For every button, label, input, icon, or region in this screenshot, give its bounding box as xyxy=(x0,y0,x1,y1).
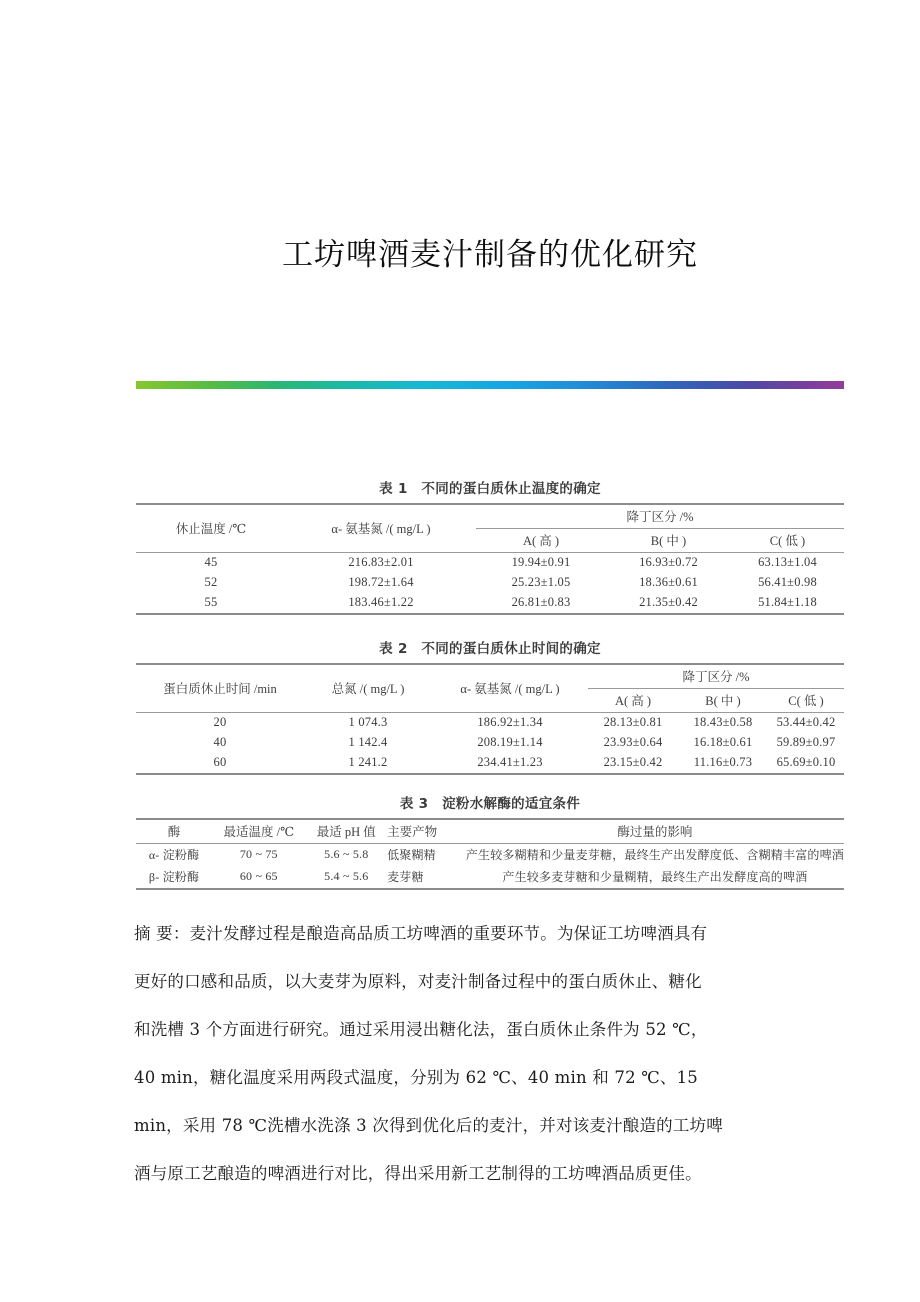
table-1-body xyxy=(136,553,844,615)
cell: 16.93±0.72 xyxy=(639,555,698,569)
table-row xyxy=(136,866,844,889)
table-2-group-header: 降丁区分 /% xyxy=(588,664,844,689)
cell: 70 ~ 75 xyxy=(239,847,278,861)
cell: 1 074.3 xyxy=(348,715,388,729)
cell: 60 xyxy=(213,755,227,769)
table-2-col-total-nitrogen: 总氮 /( mg/L ) xyxy=(304,664,432,713)
table-3-head-row xyxy=(136,819,844,844)
cell: 低聚糊精 xyxy=(387,848,436,862)
table-2-col-amino-nitrogen: α- 氨基氮 /( mg/L ) xyxy=(432,664,588,713)
table-1-subcol-b: B( 中 ) xyxy=(650,534,687,548)
table-2-subcol-b: B( 中 ) xyxy=(705,694,741,708)
table-row xyxy=(136,844,844,867)
abstract-line: min，采用 78 ℃洗槽水洗涤 3 次得到优化后的麦汁，并对该麦汁酿造的工坊啤 xyxy=(134,1116,723,1135)
table-1 xyxy=(136,503,844,615)
cell: 18.43±0.58 xyxy=(693,715,753,729)
abstract-paragraph xyxy=(134,910,850,1198)
abstract-line: 和洗槽 3 个方面进行研究。通过采用浸出糖化法，蛋白质休止条件为 52 ℃， xyxy=(134,1020,708,1039)
abstract-line: 酒与原工艺酿造的啤酒进行对比，得出采用新工艺制得的工坊啤酒品质更佳。 xyxy=(134,1164,702,1183)
cell: 60 ~ 65 xyxy=(239,869,278,883)
table-row xyxy=(136,733,844,753)
cell: 18.36±0.61 xyxy=(639,575,698,589)
table-1-block xyxy=(136,480,844,615)
cell: 23.93±0.64 xyxy=(603,735,663,749)
cell: 208.19±1.14 xyxy=(477,735,543,749)
abstract-line: 40 min，糖化温度采用两段式温度，分别为 62 ℃、40 min 和 72 ℃、15 xyxy=(134,1068,699,1087)
table-1-group-row xyxy=(136,504,844,529)
cell: 186.92±1.34 xyxy=(477,715,543,729)
table-2-head xyxy=(136,664,844,713)
cell: 5.4 ~ 5.6 xyxy=(324,869,369,883)
cell: α- 淀粉酶 xyxy=(148,848,200,862)
table-1-col-amino-nitrogen: α- 氨基氮 /( mg/L ) xyxy=(286,504,476,553)
cell: 19.94±0.91 xyxy=(511,555,571,569)
table-1-head xyxy=(136,504,844,553)
cell: 11.16±0.73 xyxy=(693,755,753,769)
cell: 产生较多麦芽糖和少量糊精，最终生产出发酵度高的啤酒 xyxy=(502,870,808,884)
table-2-subcol-a: A( 高 ) xyxy=(614,694,652,708)
table-3-col-optimal-ph: 最适 pH 值 xyxy=(306,819,388,844)
table-3-head xyxy=(136,819,844,844)
abstract-line: 摘 要：麦汁发酵过程是酿造高品质工坊啤酒的重要环节。为保证工坊啤酒具有 xyxy=(134,924,708,943)
table-2 xyxy=(136,663,844,775)
cell: 26.81±0.83 xyxy=(511,595,571,609)
cell: 198.72±1.64 xyxy=(348,575,414,589)
gradient-divider xyxy=(136,381,844,389)
table-row xyxy=(136,553,844,574)
cell: 1 142.4 xyxy=(348,735,388,749)
cell: 产生较多糊精和少量麦芽糖，最终生产出发酵度低、含糊精丰富的啤酒 xyxy=(465,848,844,862)
table-1-col-stop-temp: 休止温度 /℃ xyxy=(136,504,286,553)
cell: 40 xyxy=(213,735,227,749)
cell: 216.83±2.01 xyxy=(348,555,414,569)
cell: 53.44±0.42 xyxy=(776,715,836,729)
cell: 5.6 ~ 5.8 xyxy=(324,847,369,861)
table-row xyxy=(136,573,844,593)
table-3-col-excess-effect: 酶过量的影响 xyxy=(466,819,844,844)
cell: 56.41±0.98 xyxy=(758,575,817,589)
table-2-col-rest-time: 蛋白质休止时间 /min xyxy=(136,664,304,713)
table-row xyxy=(136,753,844,774)
table-2-caption: 表 2 不同的蛋白质休止时间的确定 xyxy=(379,641,601,657)
cell: 63.13±1.04 xyxy=(758,555,817,569)
table-3-block xyxy=(136,795,844,890)
cell: 28.13±0.81 xyxy=(603,715,663,729)
table-3-col-main-product: 主要产物 xyxy=(387,819,466,844)
page-title: 工坊啤酒麦汁制备的优化研究 xyxy=(282,236,698,273)
cell: 234.41±1.23 xyxy=(477,755,543,769)
cell: 183.46±1.22 xyxy=(348,595,414,609)
cell: 25.23±1.05 xyxy=(511,575,571,589)
table-1-group-header: 降丁区分 /% xyxy=(476,504,844,529)
table-1-subcol-a: A( 高 ) xyxy=(522,534,560,548)
table-row xyxy=(136,593,844,614)
table-3-body xyxy=(136,844,844,890)
cell: 麦芽糖 xyxy=(387,870,424,884)
table-2-group-row xyxy=(136,664,844,689)
table-1-caption: 表 1 不同的蛋白质休止温度的确定 xyxy=(379,481,601,497)
table-3-caption: 表 3 淀粉水解酶的适宜条件 xyxy=(399,796,581,812)
table-2-subcol-c: C( 低 ) xyxy=(788,694,824,708)
cell: 20 xyxy=(213,715,227,729)
cell: 1 241.2 xyxy=(348,755,388,769)
cell: 59.89±0.97 xyxy=(776,735,836,749)
table-3 xyxy=(136,818,844,890)
table-row xyxy=(136,713,844,734)
cell: 45 xyxy=(204,555,218,569)
table-3-col-optimal-temp: 最适温度 /℃ xyxy=(212,819,305,844)
table-1-subcol-c: C( 低 ) xyxy=(769,534,806,548)
cell: β- 淀粉酶 xyxy=(148,870,200,884)
cell: 21.35±0.42 xyxy=(639,595,698,609)
cell: 16.18±0.61 xyxy=(693,735,753,749)
cell: 65.69±0.10 xyxy=(776,755,836,769)
cell: 51.84±1.18 xyxy=(758,595,817,609)
cell: 23.15±0.42 xyxy=(603,755,663,769)
table-2-block xyxy=(136,640,844,775)
cell: 55 xyxy=(204,595,218,609)
table-2-body xyxy=(136,713,844,775)
abstract-line: 更好的口感和品质，以大麦芽为原料，对麦汁制备过程中的蛋白质休止、糖化 xyxy=(134,972,702,991)
table-3-col-enzyme: 酶 xyxy=(136,819,212,844)
cell: 52 xyxy=(204,575,218,589)
